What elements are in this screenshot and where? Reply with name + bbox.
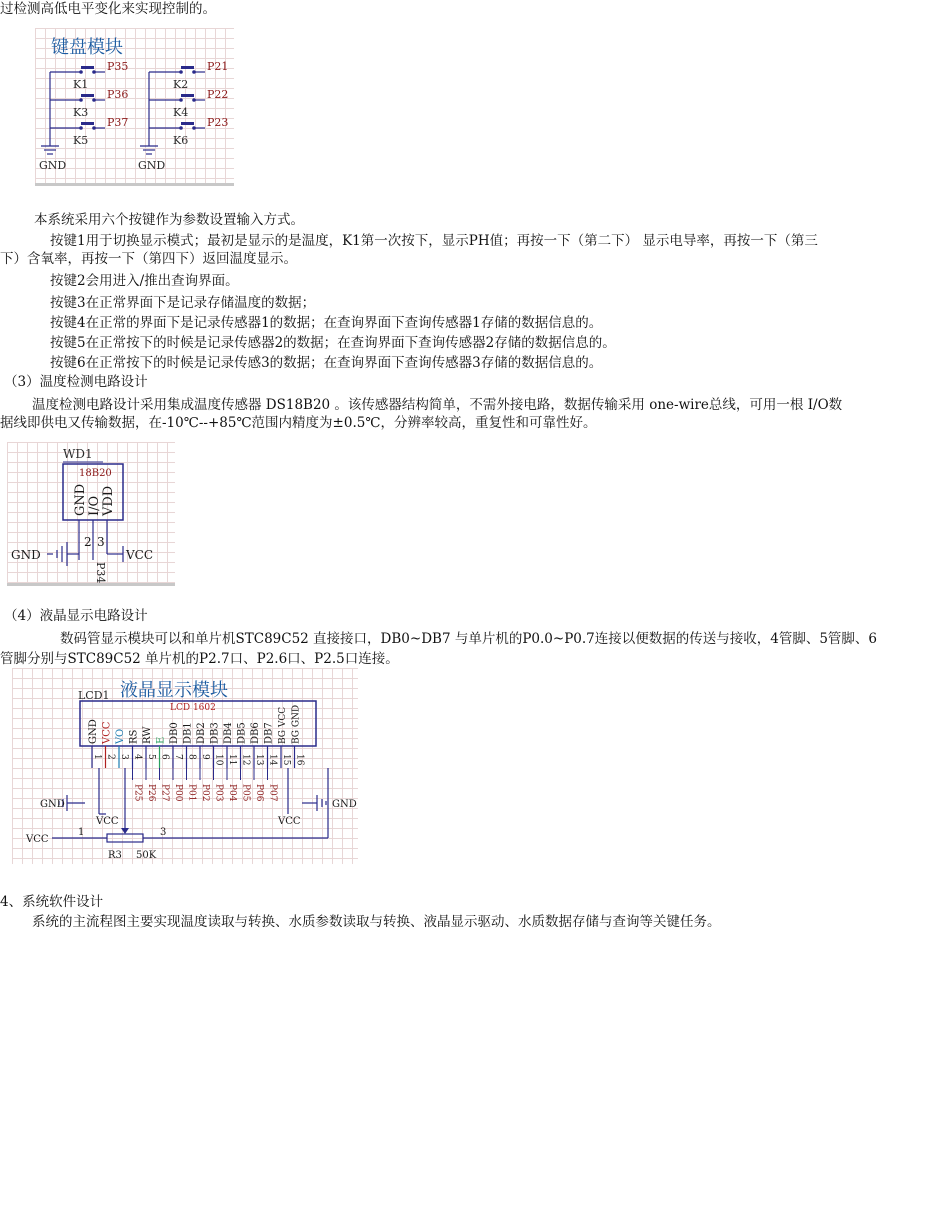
lcd-pin-label: DB0: [169, 722, 180, 744]
svg-text:50K: 50K: [136, 850, 157, 861]
paragraph-line: 按键5在正常按下的时候是记录传感器2的数据；在查询界面下查询传感器2存储的数据信息的。: [50, 335, 616, 351]
lcd-port-label: P00: [173, 784, 183, 802]
svg-text:1: 1: [78, 827, 85, 838]
lcd-pin-label: DB6: [250, 722, 261, 744]
keypad-title: 键盘模块: [51, 37, 123, 58]
lcd1602-schematic: [12, 668, 358, 864]
lcd-pin-number: 10: [213, 754, 224, 766]
svg-text:WD1: WD1: [63, 447, 93, 461]
lcd-port-label: P25: [132, 784, 143, 802]
lcd-title: 液晶显示模块: [120, 680, 228, 701]
lcd-pin-label: DB5: [236, 722, 248, 744]
lcd-pin-number: 2: [105, 754, 116, 760]
lcd-pin-number: 12: [240, 754, 251, 766]
svg-text:VCC: VCC: [126, 548, 154, 562]
paragraph-line: 管脚分别与STC89C52 单片机的P2.7口、P2.6口、P2.5口连接。: [0, 651, 399, 667]
lcd-pin-number: 9: [200, 754, 210, 760]
svg-text:P21: P21: [207, 60, 229, 73]
svg-text:VCC: VCC: [26, 834, 49, 845]
lcd-port-label: P26: [146, 784, 156, 802]
svg-text:P37: P37: [107, 116, 129, 129]
svg-text:K4: K4: [173, 106, 189, 119]
svg-text:K3: K3: [73, 106, 89, 119]
lcd-port-label: P01: [186, 784, 197, 802]
lcd-pin-label: DB7: [263, 722, 275, 744]
lcd-port-label: P06: [254, 784, 264, 802]
paragraph-line: 温度检测电路设计采用集成温度传感器 DS18B20 。该传感器结构简单，不需外接电路，数据传输采用 one-wire总线，可用一根 I/O数: [32, 397, 843, 413]
lcd-port-label: P04: [227, 784, 237, 802]
svg-text:VCC: VCC: [96, 816, 119, 827]
lcd-pin-number: 11: [227, 754, 237, 766]
paragraph-line: 按键2会用进入/推出查询界面。: [50, 273, 239, 289]
lcd-pin-number: 3: [119, 754, 129, 760]
paragraph-line: 据线即供电又传输数据，在-10℃--+85℃范围内精度为±0.5℃，分辨率较高，重复性和可靠性好。: [0, 415, 597, 431]
section-heading: （4）液晶显示电路设计: [4, 608, 148, 624]
paragraph-line: 系统的主流程图主要实现温度读取与转换、水质参数读取与转换、液晶显示驱动、水质数据存储与查询等关键任务。: [32, 914, 721, 930]
paragraph-line: 过检测高低电平变化来实现控制的。: [0, 1, 216, 17]
paragraph-line: 数码管显示模块可以和单片机STC89C52 直接接口，DB0~DB7 与单片机的P0.0~P0.7连接以便数据的传送与接收，4管脚、5管脚、6: [60, 631, 878, 647]
lcd-pin-label: GND: [88, 719, 99, 744]
svg-text:I/O: I/O: [87, 495, 102, 516]
keypad-schematic: [35, 28, 234, 186]
lcd-port-label: P07: [267, 784, 278, 802]
lcd-pin-label: DB2: [196, 722, 207, 744]
svg-text:P35: P35: [107, 60, 129, 73]
lcd-pin-label: VCC: [101, 721, 113, 744]
paragraph-line: 按键6在正常按下的时候是记录传感3的数据；在查询界面下查询传感器3存储的数据信息的。: [50, 355, 603, 371]
lcd-pin-number: 1: [92, 754, 102, 760]
paragraph-line: 按键3在正常界面下是记录存储温度的数据；: [50, 295, 316, 311]
lcd-pin-label: E: [155, 736, 167, 744]
svg-text:P23: P23: [207, 116, 229, 129]
lcd-pin-number: 4: [132, 754, 143, 760]
svg-text:P22: P22: [207, 88, 229, 101]
ds18b20-schematic: [7, 442, 175, 586]
lcd-pin-label: VO: [115, 728, 126, 744]
lcd-pin-label: BG GND: [291, 704, 302, 744]
lcd-port-label: P27: [159, 784, 170, 802]
svg-text:LCD1: LCD1: [78, 689, 110, 702]
lcd-pin-number: 8: [186, 754, 197, 760]
svg-text:P36: P36: [107, 88, 129, 101]
svg-text:LCD 1602: LCD 1602: [170, 703, 216, 713]
svg-text:K1: K1: [73, 78, 89, 91]
paragraph-line: 按键4在正常的界面下是记录传感器1的数据；在查询界面下查询传感器1存储的数据信息的。: [50, 315, 603, 331]
lcd-pin-number: 13: [254, 754, 264, 766]
lcd-pin-number: 14: [267, 754, 278, 766]
lcd-port-label: P05: [240, 784, 251, 802]
svg-text:K2: K2: [173, 78, 189, 91]
svg-text:GND: GND: [11, 548, 41, 562]
svg-text:GND: GND: [73, 483, 88, 516]
svg-text:GND: GND: [138, 159, 166, 172]
lcd-pin-label: BG VCC: [278, 706, 288, 744]
lcd-pin-label: DB4: [223, 722, 234, 744]
paragraph-line: 按键1用于切换显示模式；最初是显示的是温度，K1第一次按下，显示PH值；再按一下（第二下） 显示电导率，再按一下（第三: [50, 233, 818, 249]
lcd-port-label: P03: [213, 784, 224, 802]
lcd-port-label: P02: [200, 784, 210, 802]
paragraph-line: 本系统采用六个按键作为参数设置输入方式。: [34, 212, 304, 228]
section-heading: （3）温度检测电路设计: [4, 374, 148, 390]
svg-text:K5: K5: [73, 134, 89, 147]
lcd-pin-label: RW: [142, 726, 153, 744]
lcd-pin-label: RS: [128, 729, 140, 744]
svg-text:2: 2: [84, 535, 92, 549]
svg-text:18B20: 18B20: [79, 468, 112, 479]
paragraph-line: 下）含氧率，再按一下（第四下）返回温度显示。: [0, 251, 297, 267]
lcd-pin-number: 15: [281, 754, 291, 766]
lcd-pin-label: DB3: [209, 722, 221, 744]
lcd-pin-number: 5: [146, 754, 156, 760]
section-heading: 4、系统软件设计: [0, 894, 104, 910]
svg-text:VDD: VDD: [101, 485, 116, 516]
svg-text:GND: GND: [40, 799, 65, 810]
svg-text:3: 3: [97, 535, 105, 549]
lcd-pin-number: 6: [159, 754, 170, 760]
svg-text:R3: R3: [108, 850, 122, 861]
svg-text:GND: GND: [332, 799, 357, 810]
svg-text:P34: P34: [94, 562, 107, 583]
svg-text:3: 3: [160, 827, 167, 838]
lcd-pin-number: 16: [294, 754, 305, 766]
svg-text:K6: K6: [173, 134, 189, 147]
lcd-pin-label: DB1: [182, 722, 194, 744]
svg-text:VCC: VCC: [278, 816, 301, 827]
lcd-pin-number: 7: [173, 754, 183, 760]
svg-text:GND: GND: [39, 159, 67, 172]
